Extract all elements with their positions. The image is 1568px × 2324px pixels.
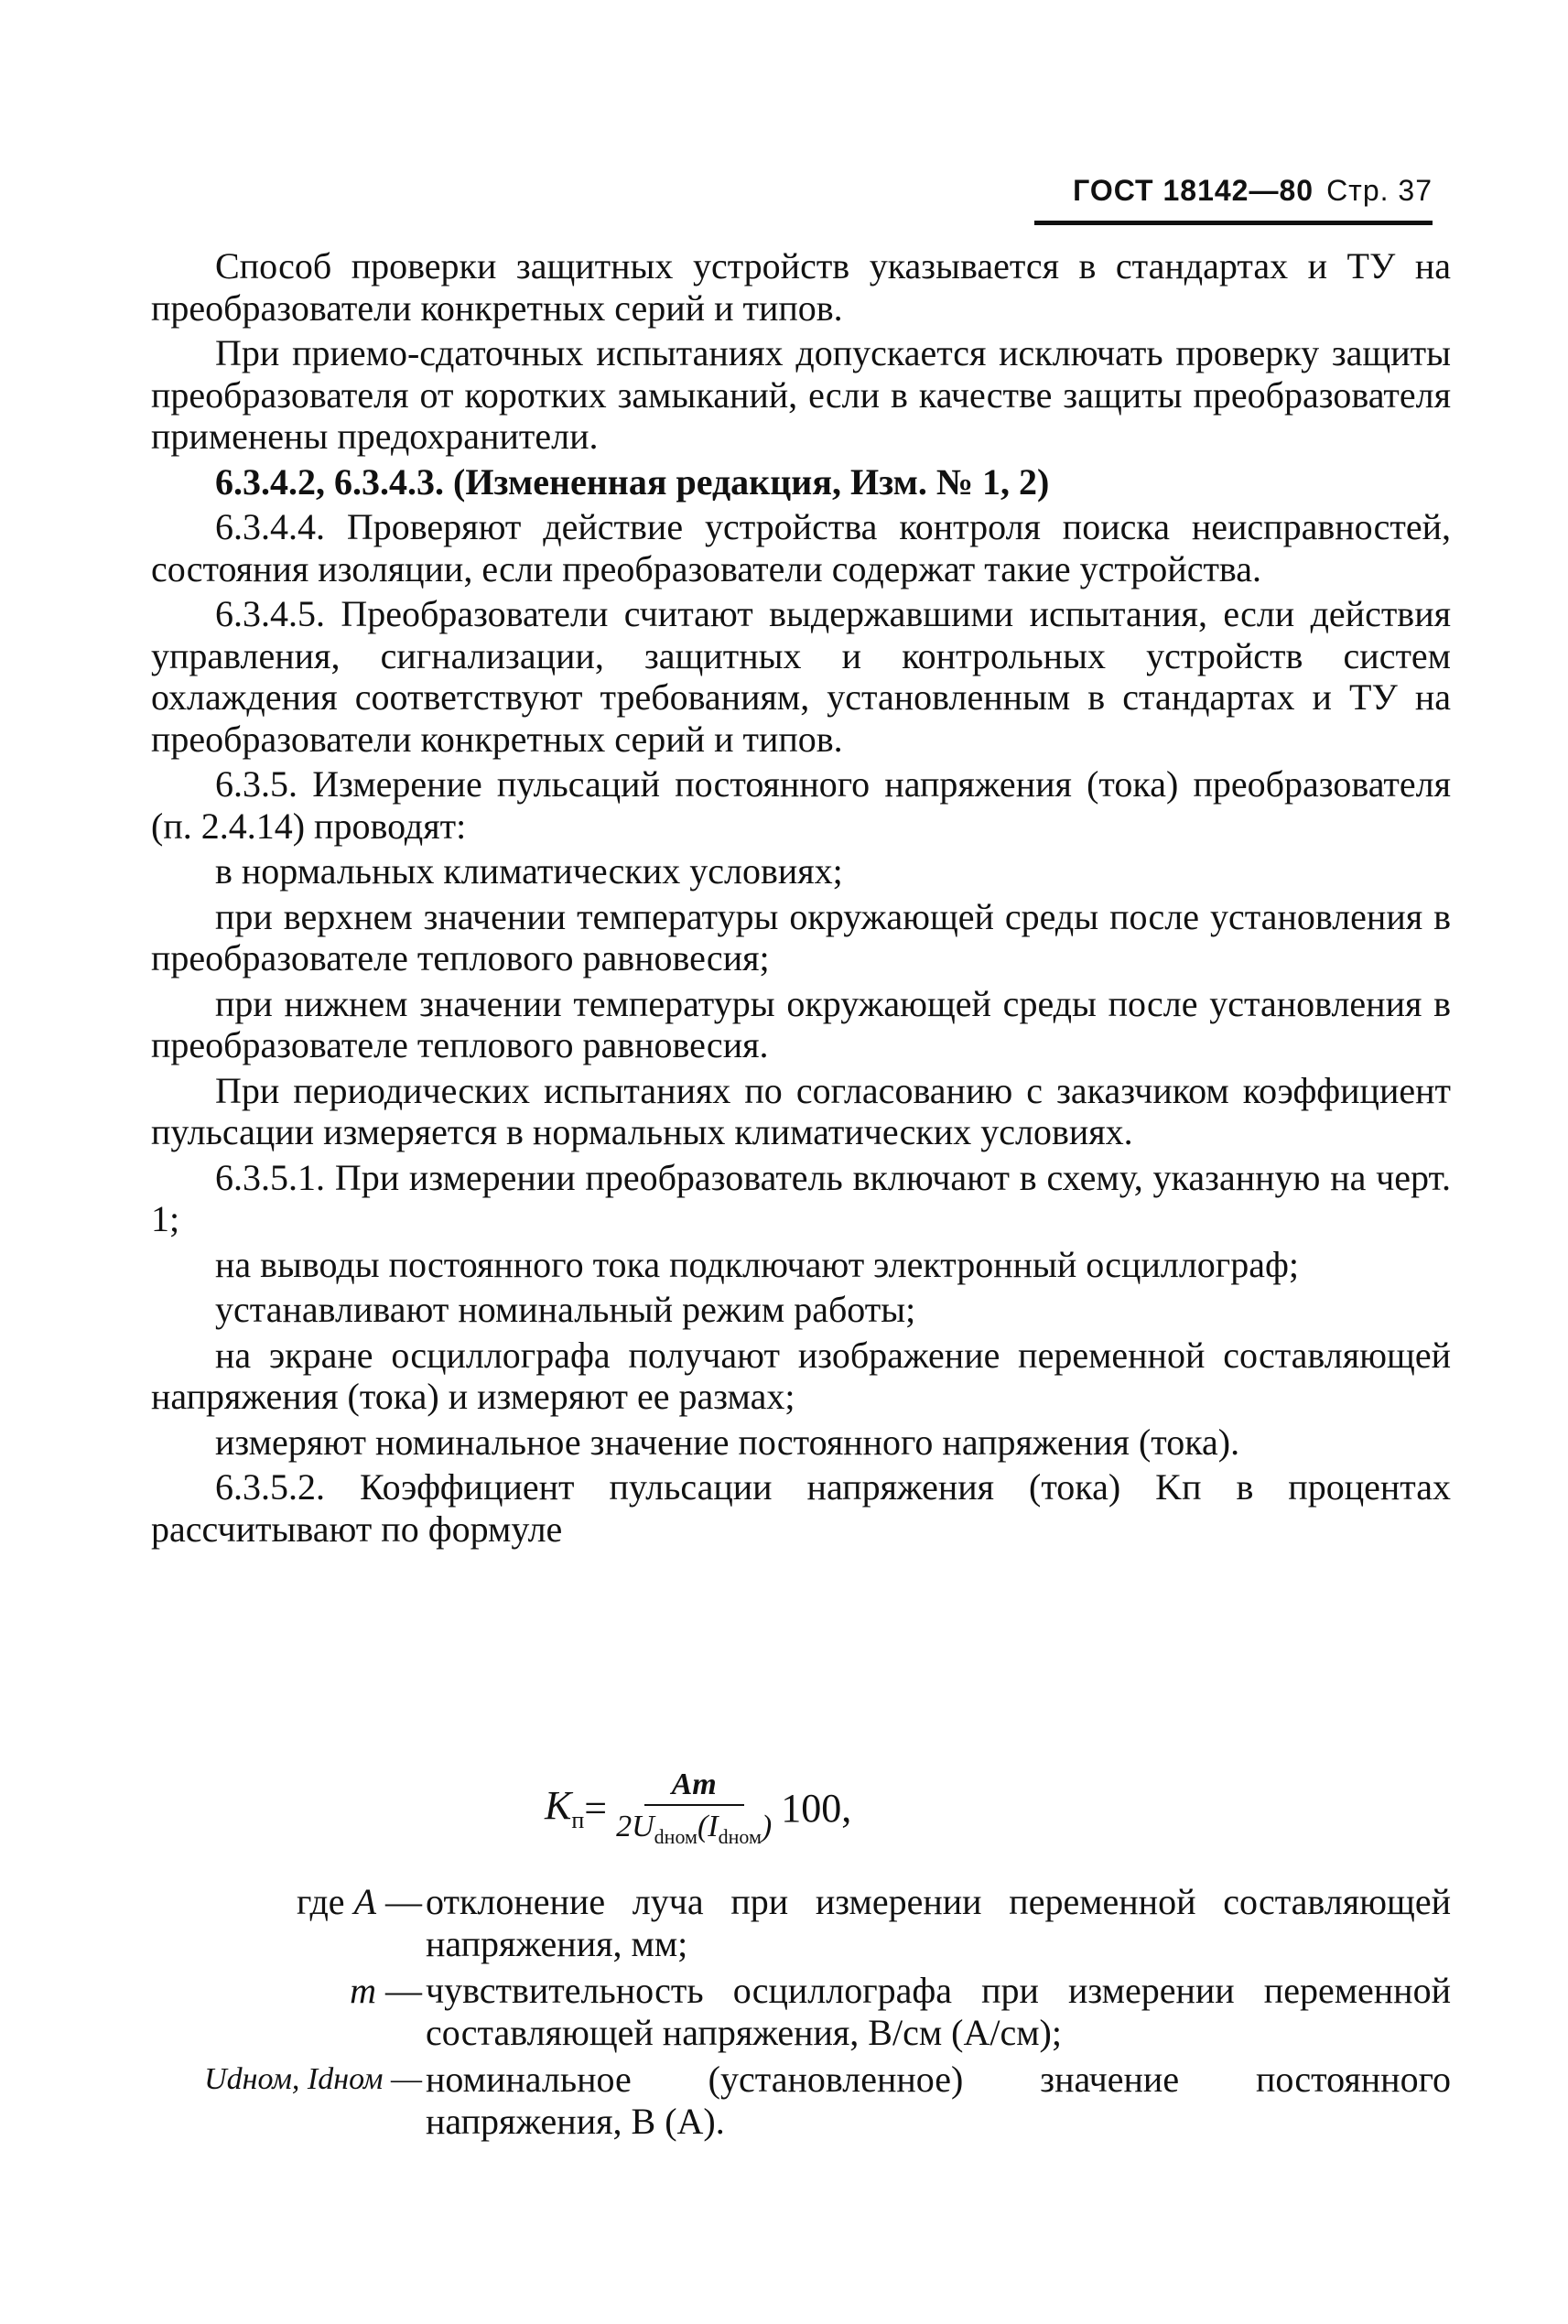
definition-symbol: Udном, Idном — xyxy=(204,2062,422,2096)
definition-text: отклонение луча при измерении переменной составляющей напряжения, мм; xyxy=(426,1881,1451,1964)
paragraph: в нормальных климатических условиях; xyxy=(215,850,843,892)
paragraph: При приемо-сдаточных испытаниях допускается исключать проверку защиты преобразователя от коротких замыканий, если в качестве защиты преобразователя применены предохранители. xyxy=(151,332,1451,457)
definition-row xyxy=(151,1970,1451,2053)
paragraph: 6.3.5.2. Коэффициент пульсации напряжения (тока) Kп в процентах рассчитывают по формуле xyxy=(151,1466,1451,1550)
variable-definitions xyxy=(151,1881,1451,2147)
page-header xyxy=(1034,174,1433,225)
definition-row xyxy=(151,1881,1451,1964)
body-text xyxy=(151,245,1451,1553)
paragraph: устанавливают номинальный режим работы; xyxy=(215,1289,916,1330)
definition-symbol: где A — xyxy=(297,1881,422,1922)
definition-symbol: m — xyxy=(350,1970,422,2011)
page-number: Стр. 37 xyxy=(1326,174,1433,207)
formula-denominator: $2U_{dном}(I_{dном})$ xyxy=(616,1809,773,1848)
definition-text: номинальное (установленное) значение постоянного напряжения, В (А). xyxy=(426,2059,1451,2142)
paragraph: 6.3.4.4. Проверяют действие устройства контроля поиска неисправностей, состояния изоляции, если преобразователи содержат такие устройства. xyxy=(151,506,1451,589)
paragraph: 6.3.4.5. Преобразователи считают выдержавшими испытания, если действия управления, сигнализации, защитных и контрольных устройств систем охлаждения соответствуют требованиям, установленным в стандартах и ТУ на преобразователи конкретных серий и типов. xyxy=(151,593,1451,760)
paragraph: 6.3.5. Измерение пульсаций постоянного напряжения (тока) преобразователя (п. 2.4.14) проводят: xyxy=(151,763,1451,847)
paragraph: на выводы постоянного тока подключают электронный осциллограф; xyxy=(215,1243,1299,1285)
paragraph: при верхнем значении температуры окружающей среды после установления в преобразователе теплового равновесия; xyxy=(151,895,1451,978)
paragraph: При периодических испытаниях по согласованию с заказчиком коэффициент пульсации измеряется в нормальных климатических условиях. xyxy=(151,1069,1451,1152)
formula-fraction xyxy=(616,1767,772,1849)
paragraph: на экране осциллографа получают изображение переменной составляющей напряжения (тока) и измеряют ее размах; xyxy=(151,1334,1451,1417)
amendment-note: 6.3.4.2, 6.3.4.3. (Измененная редакция, Изм. № 1, 2) xyxy=(215,460,1050,503)
paragraph: 6.3.5.1. При измерении преобразователь включают в схему, указанную на черт. 1; xyxy=(151,1156,1451,1239)
definition-text: чувствительность осциллографа при измерении переменной составляющей напряжения, В/см (А/см); xyxy=(426,1970,1451,2053)
formula-equals: = xyxy=(584,1785,608,1831)
formula-factor: 100, xyxy=(781,1785,852,1831)
definition-row xyxy=(151,2059,1451,2142)
formula-lhs: $K_п$ xyxy=(545,1782,585,1833)
formula-numerator: Am xyxy=(644,1767,744,1806)
ripple-coefficient-formula xyxy=(545,1757,851,1858)
paragraph: измеряют номинальное значение постоянного напряжения (тока). xyxy=(215,1421,1240,1463)
paragraph: Способ проверки защитных устройств указывается в стандартах и ТУ на преобразователи конкретных серий и типов. xyxy=(151,245,1451,329)
paragraph: при нижнем значении температуры окружающей среды после установления в преобразователе теплового равновесия. xyxy=(151,982,1451,1065)
standard-number: ГОСТ 18142—80 xyxy=(1073,174,1314,207)
